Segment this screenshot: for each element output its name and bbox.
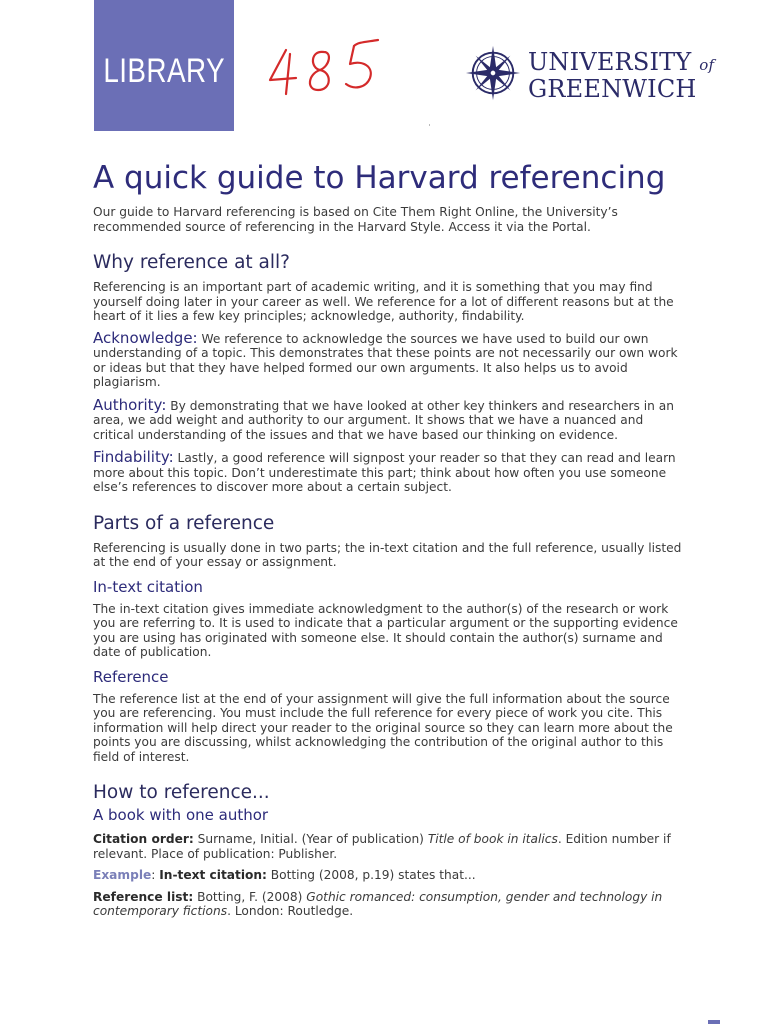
authority-label: Authority: (93, 395, 167, 414)
parts-paragraph: Referencing is usually done in two parts; the in-text citation and the full reference, usually listed at the end of your essay or assignment. (93, 540, 682, 569)
authority-paragraph (93, 395, 683, 443)
compass-rose-icon (464, 44, 522, 102)
reference-list-paragraph (93, 890, 683, 919)
authority-text: By demonstrating that we have looked at other key thinkers and researchers in an area, we add weight and authority to our argument. It shows that we have a nuanced and critical understanding of the issues and that we have based our thinking on evidence. (93, 398, 674, 442)
intext-paragraph: The in-text citation gives immediate acknowledgment to the author(s) of the research or work you are referring to. It is used to indicate that a particular argument or the supporting evidence you are using has originated with someone else. It should contain the author(s) surname and date of publication. (93, 601, 678, 659)
findability-label: Findability: (93, 448, 174, 466)
reference-list-label: Reference list: (93, 889, 194, 904)
reference-heading: Reference (93, 667, 169, 686)
acknowledge-text: We reference to acknowledge the sources we have used to build our own understanding of a topic. This demonstrates that these points are not necessarily our own work or ideas but that they have helped formed our own arguments. It also helps us to avoid plagiarism. (93, 331, 678, 389)
example-separator: : (151, 868, 160, 882)
book-heading: A book with one author (93, 806, 269, 824)
library-label: LIBRARY (103, 52, 225, 90)
intext-heading: In-text citation (93, 577, 203, 596)
university-wordmark (528, 50, 714, 101)
why-paragraph: Referencing is an important part of academic writing, and it is something that you may find yourself doing later in your career as well. We reference for a lot of different reasons but at the heart of it lies a few key principles; acknowledge, authority, findability. (93, 280, 674, 323)
acknowledge-paragraph (93, 328, 683, 390)
page-corner-mark (708, 1020, 720, 1024)
reference-list-italic: Gothic romanced: consumption, gender and technology in contemporary fictions (93, 889, 663, 918)
example-label: Example (93, 868, 152, 882)
example-paragraph (93, 868, 683, 883)
scan-speck (429, 124, 430, 126)
citation-order-text2: . Edition number if relevant. Place of publication: Publisher. (93, 832, 671, 861)
findability-text: Lastly, a good reference will signpost your reader so that they can read and learn more about this topic. Don’t underestimate this part; think about how often you use someone else’s references to discover more about a certain subject. (93, 451, 676, 494)
findability-paragraph (93, 450, 683, 495)
page-title: A quick guide to Harvard referencing (93, 160, 666, 196)
why-heading: Why reference at all? (93, 252, 290, 273)
guide-content (93, 205, 683, 919)
example-text: Botting (2008, p.19) states that... (266, 868, 476, 882)
acknowledge-label: Acknowledge: (93, 328, 198, 347)
parts-heading: Parts of a reference (93, 512, 275, 534)
university-line2: GREENWICH (528, 75, 697, 103)
reference-paragraph: The reference list at the end of your assignment will give the full information about the source you are referencing. You must include the full reference for every piece of work you cite. This information will help direct your reader to the original source so they can learn more about the points you are discussing, whilst acknowledging the contribution of the original author to this field of interest. (93, 691, 673, 764)
citation-order-text1: Surname, Initial. (Year of publication) (193, 832, 428, 846)
citation-order-paragraph (93, 832, 683, 861)
handwritten-number-485 (262, 28, 392, 108)
reference-list-text2: . London: Routledge. (227, 904, 354, 918)
how-heading: How to reference... (93, 782, 270, 803)
intro-paragraph: Our guide to Harvard referencing is based on Cite Them Right Online, the University’s recommended source of referencing in the Harvard Style. Access it via the Portal. (93, 205, 618, 234)
example-intext-label: In-text citation: (159, 868, 267, 882)
library-banner (94, 0, 234, 131)
university-line1: UNIVERSITY (528, 48, 692, 76)
citation-order-label: Citation order: (93, 832, 194, 846)
reference-list-text1: Botting, F. (2008) (193, 889, 307, 904)
citation-order-italic: Title of book in italics (427, 832, 558, 846)
university-of: of (699, 56, 715, 74)
university-logo (464, 44, 724, 106)
